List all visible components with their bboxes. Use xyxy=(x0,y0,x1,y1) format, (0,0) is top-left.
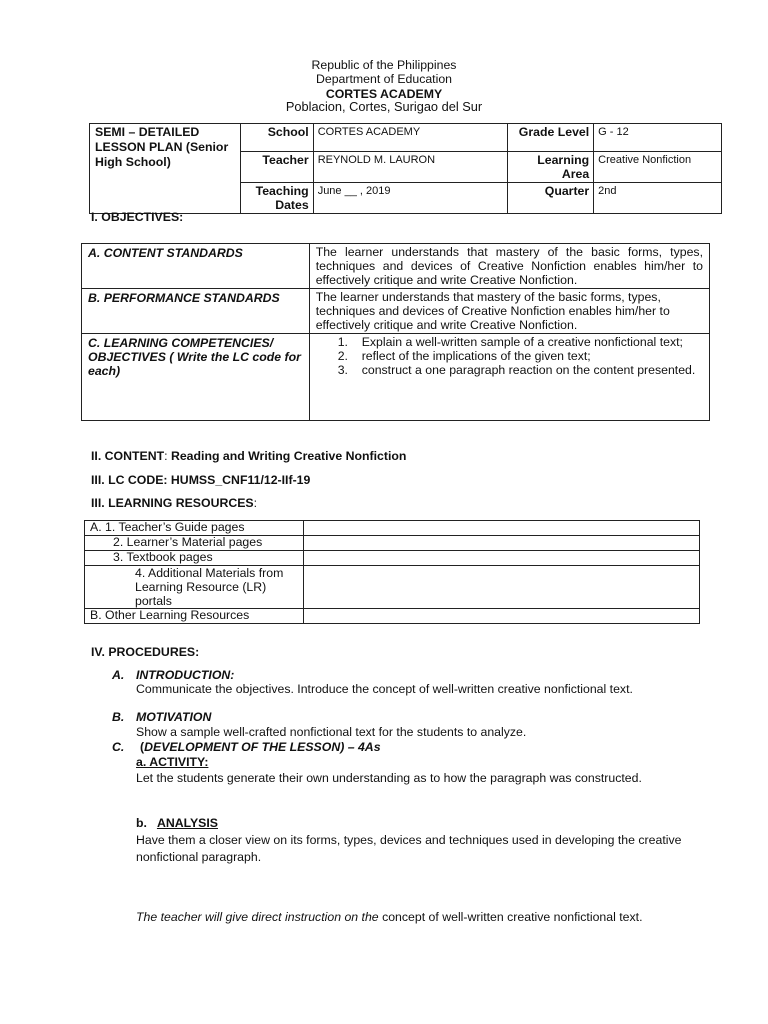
grade-level-value: G - 12 xyxy=(594,124,722,152)
content-label: II. CONTENT xyxy=(91,449,165,463)
table-row: 2. Learner’s Material pages xyxy=(85,536,304,551)
lesson-info-table xyxy=(89,123,722,214)
content-value: Reading and Writing Creative Nonfiction xyxy=(170,449,407,463)
grade-level-label: Grade Level xyxy=(508,124,594,152)
table-row: A. 1. Teacher’s Guide pages xyxy=(85,521,304,536)
list-item: 3. construct a one paragraph reaction on the content presented. xyxy=(337,363,696,377)
header-line-deped: Department of Education xyxy=(315,72,453,86)
quarter-value: 2nd xyxy=(594,183,722,214)
performance-standards-label: B. PERFORMANCE STANDARDS xyxy=(82,289,310,334)
teacher-label: Teacher xyxy=(240,152,313,183)
performance-standards-text: The learner understands that mastery of the basic forms, types, techniques and devices of Creative Nonfiction enables him/her to effectively critique and write Creative Nonfiction. xyxy=(309,289,709,334)
teaching-dates-value: June __ , 2019 xyxy=(313,183,508,214)
development-marker: C. xyxy=(112,740,125,754)
motivation-title: MOTIVATION xyxy=(136,710,212,724)
activity-title: a. ACTIVITY: xyxy=(136,755,209,769)
learning-resources-heading: III. LEARNING RESOURCES: xyxy=(91,496,258,510)
motivation-text: Show a sample well-crafted nonfictional text for the students to analyze. xyxy=(136,725,527,739)
teacher-value: REYNOLD M. LAURON xyxy=(313,152,508,183)
learning-resources-table xyxy=(84,520,700,624)
competencies-list xyxy=(310,335,703,377)
learning-area-value: Creative Nonfiction xyxy=(594,152,722,183)
learning-area-label: Learning Area xyxy=(508,152,594,183)
school-label: School xyxy=(240,124,313,152)
analysis-heading: b. ANALYSIS xyxy=(136,816,218,830)
lc-code: III. LC CODE: HUMSS_CNF11/12-IIf-19 xyxy=(91,473,311,487)
lesson-plan-title: SEMI – DETAILED LESSON PLAN (Senior High School) xyxy=(95,125,229,169)
quarter-label: Quarter xyxy=(508,183,594,214)
procedures-heading: IV. PROCEDURES: xyxy=(91,645,200,659)
objectives-table xyxy=(81,243,710,421)
introduction-text: Communicate the objectives. Introduce the concept of well-written creative nonfictional text. xyxy=(136,682,633,696)
content-standards-text: The learner understands that mastery of the basic forms, types, techniques and devices of Creative Nonfiction enables him/her to effectively critique and write Creative Nonfiction. xyxy=(309,244,709,289)
teaching-dates-label: Teaching Dates xyxy=(240,183,313,214)
motivation-marker: B. xyxy=(112,710,125,724)
table-row: 3. Textbook pages xyxy=(85,551,304,566)
school-value: CORTES ACADEMY xyxy=(313,124,508,152)
instruction-text: The teacher will give direct instruction on the concept of well-written creative nonfictional text. xyxy=(136,910,643,924)
analysis-title: ANALYSIS xyxy=(156,816,218,830)
header-address: Poblacion, Cortes, Surigao del Sur xyxy=(285,99,483,114)
analysis-text: Have them a closer view on its forms, types, devices and techniques used in developing the creative nonfictional paragraph. xyxy=(136,833,682,864)
list-item: 2. reflect of the implications of the given text; xyxy=(337,349,591,363)
table-row: B. Other Learning Resources xyxy=(85,609,304,624)
content-standards-label: A. CONTENT STANDARDS xyxy=(82,244,310,289)
introduction-title: INTRODUCTION: xyxy=(136,668,235,682)
objectives-heading: I. OBJECTIVES: xyxy=(91,210,184,224)
list-item: 1. Explain a well-written sample of a creative nonfictional text; xyxy=(337,335,683,349)
development-title: (DEVELOPMENT OF THE LESSON) – 4As xyxy=(140,740,381,754)
introduction-marker: A. xyxy=(112,668,125,682)
activity-text: Let the students generate their own understanding as to how the paragraph was constructed. xyxy=(136,771,642,785)
table-row: 4. Additional Materials from Learning Resource (LR) portals xyxy=(135,566,284,608)
learning-competencies-label: C. LEARNING COMPETENCIES/ OBJECTIVES ( Write the LC code for each) xyxy=(82,334,310,421)
header-line-republic: Republic of the Philippines xyxy=(311,58,457,72)
header-school-name: CORTES ACADEMY xyxy=(325,87,443,101)
content-line: II. CONTENT: Reading and Writing Creative Nonfiction xyxy=(91,449,407,463)
